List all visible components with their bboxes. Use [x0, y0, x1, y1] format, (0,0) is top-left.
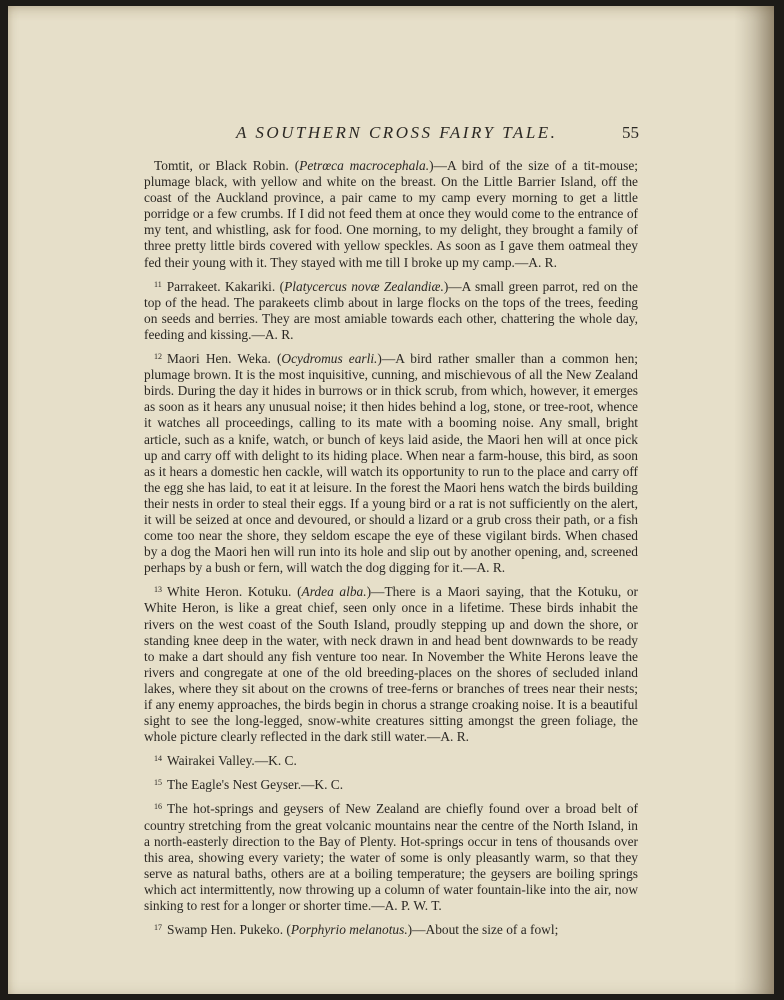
note-lead: The Eagle's Nest Geyser.—K. C. [167, 777, 344, 793]
book-page [8, 6, 774, 994]
scientific-name: Platycercus novæ Zealandiæ. [284, 278, 444, 294]
scientific-name: Ocydromus earli. [281, 351, 378, 367]
note-number: 13 [154, 585, 162, 595]
note-14 [144, 751, 638, 769]
scientific-name: Petrœca macrocephala. [299, 158, 430, 173]
note-lead: The hot-springs and geysers of New Zealand are chiefly found over a broad belt of country stretching from the great volcanic mountains near the centre of the North Island, in a north-easterly direction to the Bay of Plenty. Hot-springs occur in tens of thousands over this area, showing every variety; the water of some is only pleasantly warm, so that they serve as natural baths, others are at a boiling temperature; the geysers are boiling springs which act intermittently, now throwing up a column of water fountain-like into the air, now sinking to rest for a longer or shorter time.—A. P. W. T. [144, 801, 638, 914]
note-number: 14 [154, 754, 162, 764]
note-text: —About the size of a fowl; [412, 922, 559, 938]
note-lead: Wairakei Valley.—K. C. [167, 753, 297, 769]
note-lead: White Heron. Kotuku. [167, 584, 292, 600]
note-text: —A small green parrot, red on the top of the head. The parakeets climb about in large flocks on the tops of the trees, feeding on seeds and berries. They are most amiable towards each other, chattering the whole day, feeding and kissing.—A. R. [144, 278, 638, 342]
note-text: —A bird of the size of a tit-mouse; plumage black, with yellow and white on the breast. On the Little Barrier Island, off the coast of the Auckland province, a pair came to my camp every morning to get a little porridge or a few crumbs. If I did not feed them at once they would come to the entrance of my tent, and whistling, ask for food. One morning, to my delight, they brought a family of three pretty little birds covered with yellow speckles. As soon as I gave them oatmeal they fed their young with it. They stayed with me till I broke up my camp.—A. R. [144, 158, 638, 270]
note-lead: Maori Hen. Weka. [167, 351, 271, 367]
note-number: 17 [154, 923, 162, 933]
note-text: —There is a Maori saying, that the Kotuku, or White Heron, is like a great chief, seen only once in a lifetime. These birds inhabit the rivers on the west coast of the South Island, proudly stepping up and down the shore, or standing knee deep in the water, with neck drawn in and head bent downwards to be ready to make a dart should any fish venture too near. In November the White Herons leave the rivers and congregate at one of the old breeding-places on the shores of secluded inland lakes, where they sit about on the crowns of tree-ferns or branches of trees near their nests; if any enemy approaches, the birds begin in chorus a strange croaking noise. It is a beautiful sight to see the long-legged, snow-white creatures sitting amongst the green foliage, the whole picture clearly reflected in the dark still water.—A. R. [144, 584, 638, 745]
page-header [8, 123, 774, 145]
note-17: $^{17}$ Swamp Hen. Pukeko. (Porphyrio melanotus.)—About the size of a fowl; [154, 922, 559, 938]
note-11: $^{11}$ Parrakeet. Kakariki. (Platycercus novæ Zealandiæ.)—A small green parrot, red on the top of the head. The parakeets climb about in large flocks on the tops of the trees, feeding on seeds and berries. They are most amiable towards each other, chattering the whole day, feeding and kissing.—A. R. [144, 278, 638, 342]
note-16 [144, 799, 638, 914]
note-number: 11 [154, 279, 162, 289]
note-number: 16 [154, 802, 162, 812]
page-number: 55 [622, 123, 639, 142]
scientific-name: Porphyrio melanotus. [290, 922, 408, 938]
note-lead: Tomtit, or Black Robin. [154, 158, 289, 173]
note-lead: Swamp Hen. Pukeko. [167, 922, 284, 938]
scientific-name: Ardea alba. [301, 584, 367, 600]
note-13: $^{13}$ White Heron. Kotuku. (Ardea alba.)—There is a Maori saying, that the Kotuku, or White Heron, is like a great chief, seen only once in a lifetime. These birds inhabit the rivers on the west coast of the South Island, proudly stepping up and down the shore, or standing knee deep in the water, with neck drawn in and head bent downwards to be ready to make a dart should any fish venture too near. In November the White Herons leave the rivers and congregate at one of the old breeding-places on the shores of secluded inland lakes, where they sit about on the crowns of tree-ferns or branches of trees near their nests; if any enemy approaches, the birds begin in chorus a strange croaking noise. It is a beautiful sight to see the long-legged, snow-white creatures sitting amongst the green foliage, the whole picture clearly reflected in the dark still water.—A. R. [144, 584, 638, 745]
page-edge-shadow [734, 6, 774, 994]
note-tomtit: Tomtit, or Black Robin. (Petrœca macrocephala.)—A bird of the size of a tit-mouse; plumage black, with yellow and white on the breast. On the Little Barrier Island, off the coast of the Auckland province, a pair came to my camp every morning to get a little porridge or a few crumbs. If I did not feed them at once they would come to the entrance of my tent, and whistling, ask for food. One morning, to my delight, they brought a family of three pretty little birds covered with yellow speckles. As soon as I gave them oatmeal they fed their young with it. They stayed with me till I broke up my camp.—A. R. [144, 158, 638, 270]
note-lead: Parrakeet. Kakariki. [166, 278, 276, 294]
running-head: A SOUTHERN CROSS FAIRY TALE. [236, 123, 558, 142]
footnotes-body [144, 158, 638, 944]
note-15 [144, 775, 638, 793]
note-number: 15 [154, 778, 162, 788]
note-number: 12 [154, 352, 162, 362]
note-12: $^{12}$ Maori Hen. Weka. (Ocydromus earli.)—A bird rather smaller than a common hen; plumage brown. It is the most inquisitive, cunning, and mischievous of all the New Zealand birds. During the day it hides in burrows or in thick scrub, from which, however, it emerges as soon as it hears any unusual noise; it then hides behind a log, stone, or tree-root, whence it watches all proceedings, calling to its mate with a booming noise. Any small, bright article, such as a knife, watch, or bunch of keys laid aside, the Maori hen will at once pick up and carry off with delight to its hiding place. When near a farm-house, this bird, as soon as it hears a domestic hen cackle, will watch its opportunity to run to the place and carry off the egg she has laid, to eat it at leisure. In the forest the Maori hens watch the birds building their nests in order to steal their eggs. If a young bird or a rat is not sufficiently on the alert, it will be seized at once and devoured, or should a lizard or a grub cross their path, or a fish come too near the shore, they seldom escape the eye of these vigilant birds. When chased by a dog the Maori hen will run into its hole and slip out by another opening, and, screened perhaps by a bush or fern, will watch the dog digging for it.—A. R. [144, 351, 638, 576]
note-text: —A bird rather smaller than a common hen; plumage brown. It is the most inquisitive, cunning, and mischievous of all the New Zealand birds. During the day it hides in burrows or in thick scrub, from which, however, it emerges as soon as it hears any unusual noise; it then hides behind a log, stone, or tree-root, whence it watches all proceedings, calling to its mate with a booming noise. Any small, bright article, such as a knife, watch, or bunch of keys laid aside, the Maori hen will at once pick up and carry off with delight to its hiding place. When near a farm-house, this bird, as soon as it hears a domestic hen cackle, will watch its opportunity to run to the place and carry off the egg she has laid, to eat it at leisure. In the forest the Maori hens watch the birds building their nests in order to steal their eggs. If a young bird or a rat is not sufficiently on the alert, it will be seized at once and devoured, or should a lizard or a grub cross their path, or a fish come too near the shore, they seldom escape the eye of these vigilant birds. When chased by a dog the Maori hen will run into its hole and slip out by another opening, and, screened perhaps by a bush or fern, will watch the dog digging for it.—A. R. [144, 351, 638, 576]
